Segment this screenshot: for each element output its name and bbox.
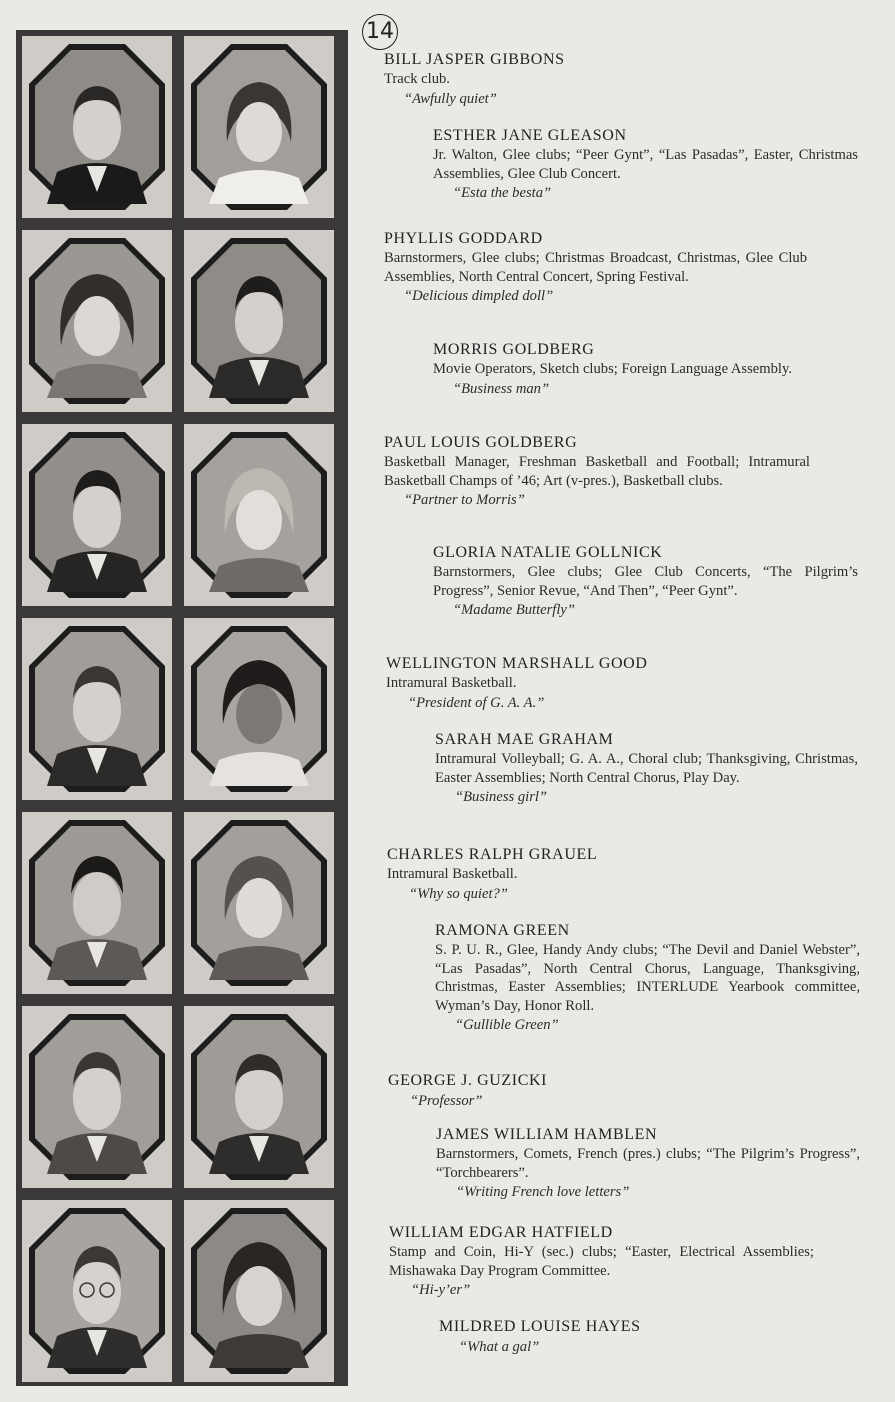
- student-activities: Intramural Basketball.: [387, 866, 518, 882]
- student-activities: Barnstormers, Glee clubs; Glee Club Concerts, “The Pilgrim’s Progress”, Senior Revue, “And Then”, “Peer Gynt”.: [433, 564, 858, 599]
- student-name: RAMONA GREEN: [435, 922, 570, 939]
- student-name: MORRIS GOLDBERG: [433, 341, 595, 358]
- student-activities: Intramural Volleyball; G. A. A., Choral club; Thanksgiving, Christmas, Easter Assemblies; North Central Chorus, Play Day.: [435, 751, 858, 786]
- portrait-photo: [184, 1200, 334, 1382]
- portrait-photo: [22, 36, 172, 218]
- student-name: SARAH MAE GRAHAM: [435, 731, 614, 748]
- student-activities: Movie Operators, Sketch clubs; Foreign Language Assembly.: [433, 361, 792, 377]
- student-activities: Stamp and Coin, Hi-Y (sec.) clubs; “Easter, Electrical Assemblies; Mishawaka Day Program Committee.: [389, 1244, 814, 1279]
- student-entry: [436, 1125, 860, 1202]
- student-quote: “Delicious dimpled doll”: [404, 288, 554, 304]
- portrait-photo: [22, 618, 172, 800]
- portrait-gloria-gollnick: [189, 430, 329, 600]
- photo-strip: [16, 30, 348, 1386]
- student-quote: “Gullible Green”: [455, 1017, 559, 1033]
- student-quote: “Why so quiet?”: [409, 885, 508, 902]
- portrait-photo: [22, 230, 172, 412]
- portrait-sarah-graham: [189, 624, 329, 794]
- student-entry: [433, 126, 858, 203]
- student-quote: “Writing French love letters”: [456, 1184, 630, 1200]
- student-activities: Track club.: [384, 71, 450, 87]
- student-activities: Basketball Manager, Freshman Basketball and Football; Intramural Basketball Champs of ’46; Art (v-pres.), Basketball clubs.: [384, 454, 810, 489]
- portrait-photo: [184, 1006, 334, 1188]
- student-name: MILDRED LOUISE HAYES: [439, 1318, 641, 1335]
- student-quote: “Business man”: [453, 380, 550, 397]
- student-activities: Intramural Basketball.: [386, 675, 517, 691]
- page-number: 14: [362, 14, 398, 50]
- portrait-photo: [184, 812, 334, 994]
- portrait-photo: [184, 36, 334, 218]
- student-quote: “Esta the besta”: [453, 185, 552, 201]
- portrait-george-guzicki: [27, 1012, 167, 1182]
- student-quote: “Hi-y’er”: [411, 1282, 471, 1298]
- student-name: CHARLES RALPH GRAUEL: [387, 846, 598, 863]
- student-entry: [435, 730, 858, 807]
- student-entry: [389, 1223, 814, 1300]
- student-activities: Jr. Walton, Glee clubs; “Peer Gynt”, “Las Pasadas”, Easter, Christmas Assemblies, Glee Club Concert.: [433, 147, 858, 182]
- student-name: PHYLLIS GODDARD: [384, 230, 543, 247]
- student-entry: [435, 921, 860, 1035]
- student-entry: [384, 50, 854, 109]
- portrait-photo: [184, 424, 334, 606]
- student-entry: [384, 433, 810, 510]
- portrait-photo: [22, 424, 172, 606]
- portrait-bill-gibbons: [27, 42, 167, 212]
- portrait-phyllis-goddard: [27, 236, 167, 406]
- student-quote: “Awfully quiet”: [404, 90, 497, 107]
- portrait-photo: [22, 812, 172, 994]
- student-activities: Barnstormers, Comets, French (pres.) clubs; “The Pilgrim’s Progress”, “Torchbearers”.: [436, 1146, 860, 1181]
- student-quote: “Madame Butterfly”: [453, 602, 576, 618]
- student-name: GLORIA NATALIE GOLLNICK: [433, 544, 663, 561]
- student-quote: “President of G. A. A.”: [408, 694, 545, 711]
- portrait-wellington-good: [27, 624, 167, 794]
- student-name: BILL JASPER GIBBONS: [384, 51, 565, 68]
- student-entry: [439, 1317, 859, 1357]
- student-entry: [433, 340, 858, 399]
- student-quote: “What a gal”: [459, 1339, 540, 1355]
- portrait-james-hamblen: [189, 1012, 329, 1182]
- portrait-photo: [184, 618, 334, 800]
- student-entry: [386, 654, 806, 713]
- portrait-esther-gleason: [189, 42, 329, 212]
- student-name: ESTHER JANE GLEASON: [433, 127, 627, 144]
- portrait-paul-goldberg: [27, 430, 167, 600]
- student-activities: Barnstormers, Glee clubs; Christmas Broadcast, Christmas, Glee Club Assemblies, North Central Concert, Spring Festival.: [384, 250, 807, 285]
- student-name: PAUL LOUIS GOLDBERG: [384, 434, 578, 451]
- student-name: WILLIAM EDGAR HATFIELD: [389, 1224, 613, 1241]
- student-quote: “Partner to Morris”: [404, 492, 525, 508]
- student-activities: S. P. U. R., Glee, Handy Andy clubs; “The Devil and Daniel Webster”, “Las Pasadas”, North Central Chorus, Language, Thanksgiving, Christmas, Easter Assemblies; INTERLUDE Yearbook committee, Wyman’s Day, Honor Roll.: [435, 942, 860, 1014]
- student-entry: [388, 1071, 808, 1111]
- student-name: JAMES WILLIAM HAMBLEN: [436, 1126, 658, 1143]
- student-entry: [387, 845, 807, 904]
- student-entry: [384, 229, 807, 306]
- portrait-morris-goldberg: [189, 236, 329, 406]
- portrait-charles-grauel: [27, 818, 167, 988]
- student-quote: “Professor”: [410, 1093, 483, 1109]
- portrait-photo: [184, 230, 334, 412]
- portrait-photo: [22, 1200, 172, 1382]
- portrait-william-hatfield: [27, 1206, 167, 1376]
- portrait-ramona-green: [189, 818, 329, 988]
- student-entry: [433, 543, 858, 620]
- portrait-photo: [22, 1006, 172, 1188]
- student-name: WELLINGTON MARSHALL GOOD: [386, 655, 648, 672]
- student-quote: “Business girl”: [455, 789, 548, 805]
- student-name: GEORGE J. GUZICKI: [388, 1072, 548, 1089]
- portrait-mildred-hayes: [189, 1206, 329, 1376]
